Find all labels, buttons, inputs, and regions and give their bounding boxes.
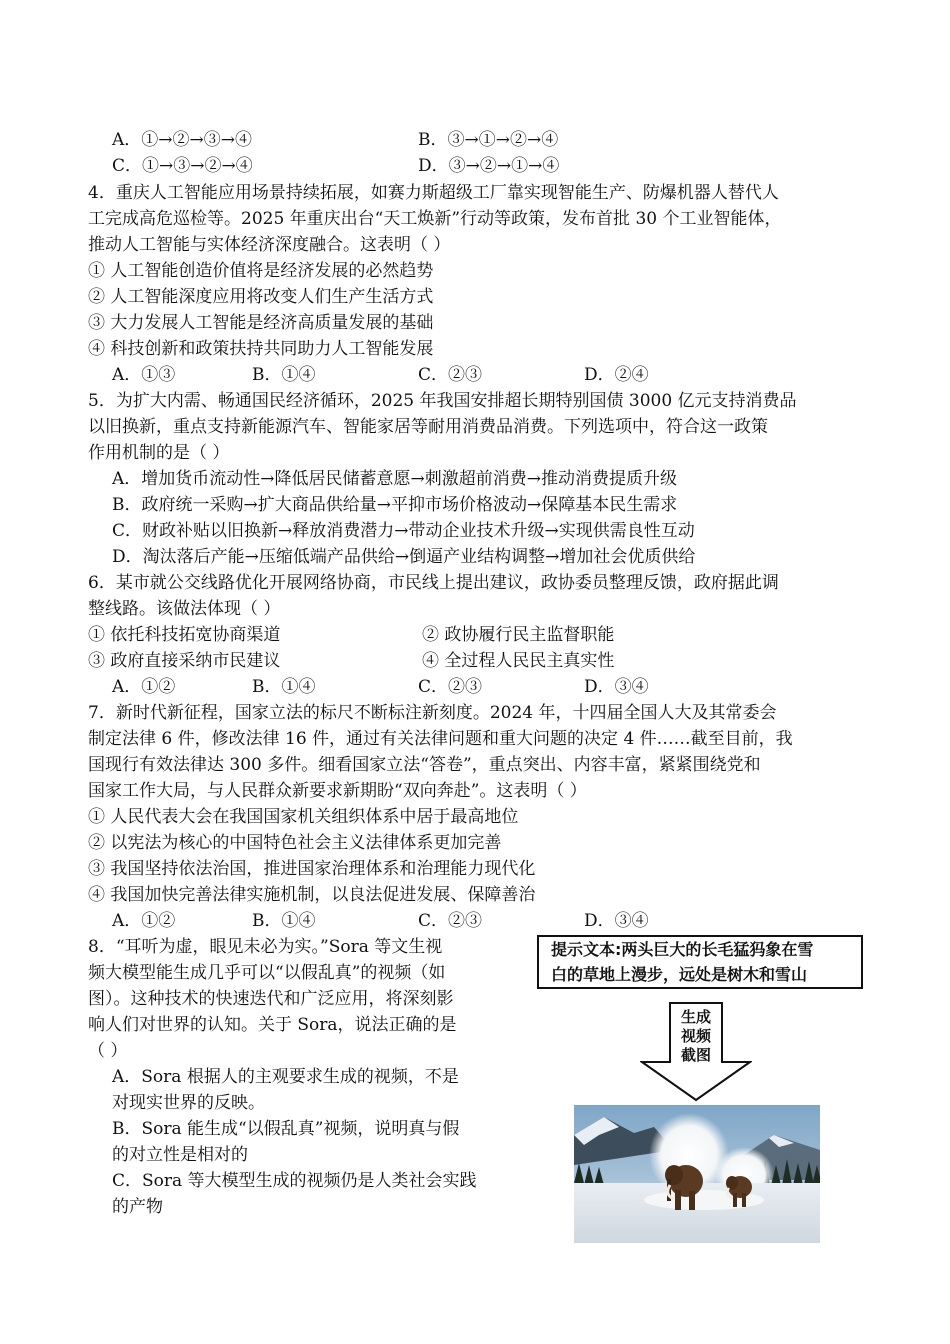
- q4-stem-line: 工完成高危巡检等。2025 年重庆出台“天工焕新”行动等政策，发布首批 30 个工业智能体，: [88, 209, 782, 229]
- q4-option-d: D．②④: [584, 365, 649, 385]
- q7-stem-line: 7．新时代新征程，国家立法的标尺不断标注新刻度。2024 年，十四届全国人大及其常委会: [88, 703, 777, 723]
- q4-option-b: B．①④: [252, 365, 316, 385]
- q3-option-c: C．①→③→②→④: [112, 156, 253, 176]
- figure-prompt-box: [537, 935, 863, 989]
- q3-option-d: D．③→②→①→④: [418, 156, 560, 176]
- figure-prompt-line: 白的草地上漫步，远处是树木和雪山: [551, 965, 808, 984]
- q8-option-a: A．Sora 根据人的主观要求生成的视频，不是: [112, 1067, 459, 1087]
- q8-stem-line: 8．“耳听为虚，眼见未必为实。”Sora 等文生视: [88, 937, 443, 957]
- q4-stem-line: 4．重庆人工智能应用场景持续拓展，如赛力斯超级工厂靠实现智能生产、防爆机器人替代人: [88, 183, 779, 203]
- q4-option-c: C．②③: [418, 365, 483, 385]
- q8-option-c: C．Sora 等大模型生成的视频仍是人类社会实践: [112, 1171, 477, 1191]
- q4-option-a: A．①③: [112, 365, 176, 385]
- q7-option-b: B．①④: [252, 911, 316, 931]
- q8-option-b-cont: 的对立性是相对的: [112, 1145, 248, 1165]
- q5-stem-line: 以旧换新，重点支持新能源汽车、智能家居等耐用消费品消费。下列选项中，符合这一政策: [88, 417, 768, 437]
- q4-stem-line: 推动人工智能与实体经济深度融合。这表明（ ）: [88, 235, 451, 255]
- q7-option-c: C．②③: [418, 911, 483, 931]
- q7-item: ④ 我国加快完善法律实施机制，以良法促进发展、保障善治: [88, 885, 536, 905]
- q6-option-a: A．①②: [112, 677, 176, 697]
- figure-arrow-label-line: 生成: [680, 1008, 711, 1026]
- q4-item: ③ 大力发展人工智能是经济高质量发展的基础: [88, 313, 434, 333]
- q6-stem-line: 整线路。该做法体现（ ）: [88, 599, 281, 619]
- q3-option-b: B．③→①→②→④: [418, 130, 559, 150]
- figure-arrow-label-line: 截图: [680, 1046, 711, 1064]
- q4-item: ② 人工智能深度应用将改变人们生产生活方式: [88, 287, 434, 307]
- q8-option-c-cont: 的产物: [112, 1197, 163, 1217]
- q7-option-d: D．③④: [584, 911, 649, 931]
- figure-arrow-label: [672, 1008, 720, 1065]
- q6-item: ① 依托科技拓宽协商渠道: [88, 625, 281, 645]
- q8-stem-line: （ ）: [88, 1041, 128, 1061]
- q6-item: ④ 全过程人民民主真实性: [422, 651, 615, 671]
- q6-option-c: C．②③: [418, 677, 483, 697]
- q7-item: ① 人民代表大会在我国国家机关组织体系中居于最高地位: [88, 807, 519, 827]
- q6-stem-line: 6．某市就公交线路优化开展网络协商，市民线上提出建议，政协委员整理反馈，政府据此调: [88, 573, 779, 593]
- q3-option-a: A．①→②→③→④: [112, 130, 253, 150]
- figure-prompt-line: 提示文本:两头巨大的长毛猛犸象在雪: [551, 940, 814, 959]
- q5-stem-line: 5．为扩大内需、畅通国民经济循环，2025 年我国安排超长期特别国债 3000 亿元支持消费品: [88, 391, 797, 411]
- q5-option-d: D．淘汰落后产能→压缩低端产品供给→倒逼产业结构调整→增加社会优质供给: [112, 547, 696, 567]
- q8-stem-line: 频大模型能生成几乎可以“以假乱真”的视频（如: [88, 963, 446, 983]
- q7-item: ② 以宪法为核心的中国特色社会主义法律体系更加完善: [88, 833, 502, 853]
- q5-stem-line: 作用机制的是（ ）: [88, 443, 230, 463]
- q7-stem-line: 国现行有效法律达 300 多件。细看国家立法“答卷”，重点突出、内容丰富，紧紧围绕党和: [88, 755, 761, 775]
- q8-option-a-cont: 对现实世界的反映。: [112, 1093, 265, 1113]
- q6-item: ③ 政府直接采纳市民建议: [88, 651, 281, 671]
- q6-option-d: D．③④: [584, 677, 649, 697]
- q5-option-c: C．财政补贴以旧换新→释放消费潜力→带动企业技术升级→实现供需良性互动: [112, 521, 695, 541]
- q4-item: ① 人工智能创造价值将是经济发展的必然趋势: [88, 261, 434, 281]
- q8-stem-line: 响人们对世界的认知。关于 Sora，说法正确的是: [88, 1015, 457, 1035]
- q7-stem-line: 制定法律 6 件，修改法律 16 件，通过有关法律问题和重大问题的决定 4 件……截至目前，我: [88, 729, 793, 749]
- q7-item: ③ 我国坚持依法治国，推进国家治理体系和治理能力现代化: [88, 859, 536, 879]
- q8-stem-line: 图）。这种技术的快速迭代和广泛应用，将深刻影: [88, 989, 454, 1009]
- q8-option-b: B．Sora 能生成“以假乱真”视频，说明真与假: [112, 1119, 460, 1139]
- figure-arrow-label-line: 视频: [680, 1027, 711, 1045]
- mammoth-video-screenshot: [574, 1105, 820, 1243]
- q5-option-b: B．政府统一采购→扩大商品供给量→平抑市场价格波动→保障基本民生需求: [112, 495, 678, 515]
- q7-option-a: A．①②: [112, 911, 176, 931]
- q6-option-b: B．①④: [252, 677, 316, 697]
- q5-option-a: A．增加货币流动性→降低居民储蓄意愿→刺激超前消费→推动消费提质升级: [112, 469, 678, 489]
- q7-stem-line: 国家工作大局，与人民群众新要求新期盼“双向奔赴”。这表明（ ）: [88, 781, 587, 801]
- q6-item: ② 政协履行民主监督职能: [422, 625, 615, 645]
- q4-item: ④ 科技创新和政策扶持共同助力人工智能发展: [88, 339, 434, 359]
